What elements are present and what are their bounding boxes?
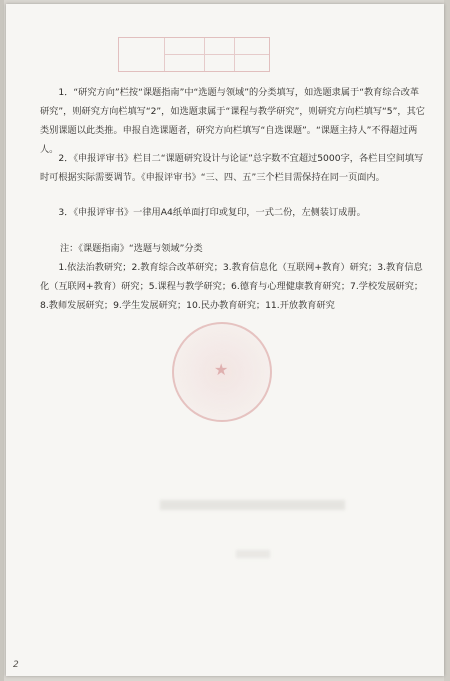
instruction-paragraph-2: 2．《申报评审书》栏目二“课题研究设计与论证”总字数不宜超过5000字，各栏目空间填写时可根据实际需要调节。《申报评审书》“三、四、五”三个栏目需保持在同一页面内。 bbox=[40, 153, 424, 183]
faint-red-seal bbox=[172, 322, 272, 422]
scan-left-edge bbox=[0, 0, 4, 681]
note-body: 1.依法治教研究；2.教育综合改革研究；3.教育信息化（互联网+教育）研究；3.教育信息化（互联网+教育）研究；5.课程与教学研究；6.德育与心理健康教育研究；7.学校发展研究；8.教师发展研究；9.学生发展研究；10.民办教育研究；11.开放教育研究 bbox=[40, 262, 424, 311]
bleed-through-text bbox=[160, 500, 345, 510]
instruction-paragraph-3: 3．《申报评审书》一律用A4纸单面打印或复印，一式二份，左侧装订成册。 bbox=[58, 207, 366, 218]
faint-stamp-table bbox=[118, 37, 270, 72]
page-number: 2 bbox=[13, 660, 19, 670]
instruction-paragraph-1: 1．“研究方向”栏按“课题指南”中“选题与领域”的分类填写，如选题隶属于“教育综合改革研究”，则研究方向栏填写“2”，如选题隶属于“课程与教学研究”，则研究方向栏填写“5”，其它类别课题以此类推。申报自选课题者，研究方向栏填写“自选课题”。“课题主持人”不得超过两人。 bbox=[40, 87, 425, 155]
bleed-through-text bbox=[236, 550, 270, 558]
seal-star-icon: ★ bbox=[214, 360, 229, 379]
note-title: 注：《课题指南》“选题与领域”分类 bbox=[60, 243, 203, 254]
scan-right-edge bbox=[444, 0, 450, 681]
